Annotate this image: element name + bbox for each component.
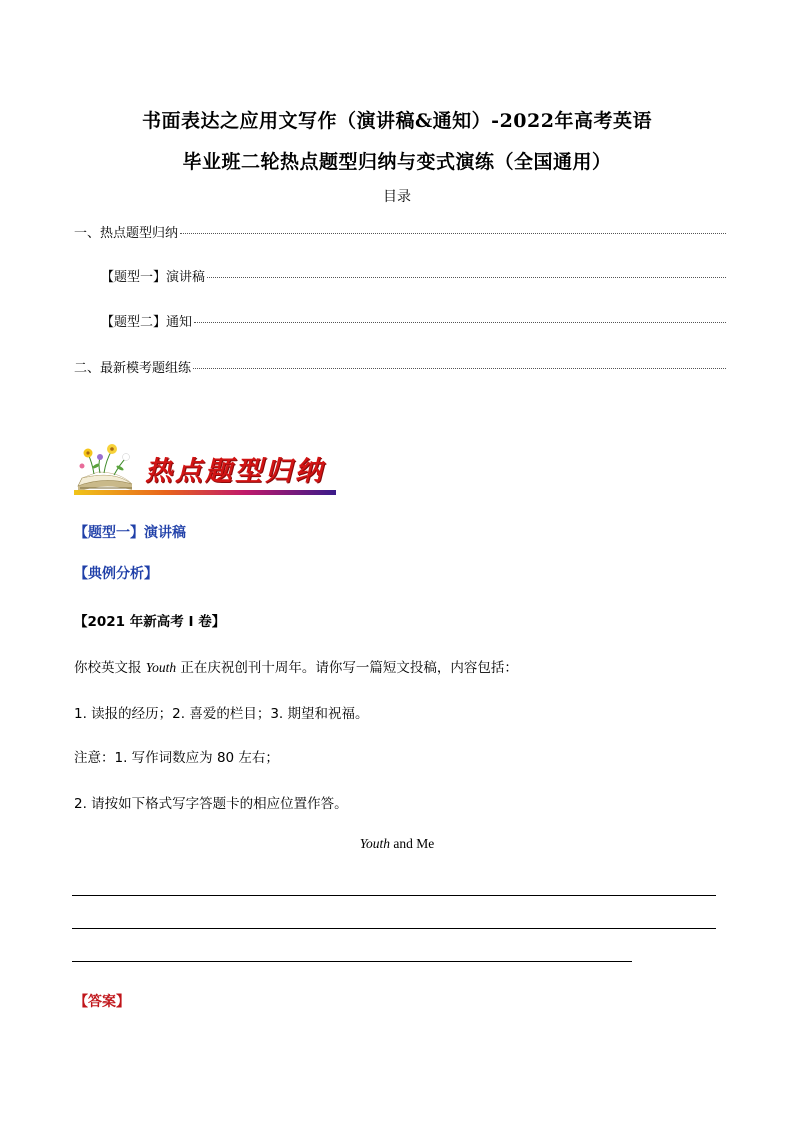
section-analysis-heading: 【典例分析】 <box>74 566 158 582</box>
prompt-line2: 1. 读报的经历；2. 喜爱的栏目；3. 期望和祝福。 <box>74 706 369 722</box>
essay-title <box>0 836 794 852</box>
toc-item-type1[interactable] <box>101 266 726 285</box>
toc-item-hot-topics[interactable] <box>74 222 726 241</box>
prompt-line1 <box>74 656 518 676</box>
toc-leader-dots <box>207 276 726 278</box>
toc-leader-dots <box>193 367 726 369</box>
answer-line <box>72 895 716 896</box>
toc-item-type2[interactable] <box>101 311 726 330</box>
toc-leader-dots <box>180 232 726 234</box>
banner-gradient-bar <box>74 490 336 495</box>
toc-item-label: 一、热点题型归纳 <box>74 226 179 241</box>
prompt-line1-end: 正在庆祝创刊十周年。请你写一篇短文投稿，内容包括： <box>176 660 518 676</box>
document-title-line2: 毕业班二轮热点题型归纳与变式演练（全国通用） <box>182 151 612 173</box>
answer-heading: 【答案】 <box>74 994 130 1010</box>
toc-item-label: 二、最新模考题组练 <box>74 361 192 376</box>
banner-title: 热点题型归纳 <box>145 456 325 487</box>
toc-item-label: 【题型一】演讲稿 <box>101 270 206 285</box>
document-title-line1: 书面表达之应用文写作（演讲稿&通知）-2022年高考英语 <box>142 110 652 132</box>
toc-leader-dots <box>194 321 726 323</box>
essay-title-rest: and Me <box>390 836 435 851</box>
prompt-line3: 注意：1. 写作词数应为 80 左右； <box>74 750 279 766</box>
essay-title-italic: Youth <box>359 836 391 851</box>
section-type1-heading: 【题型一】演讲稿 <box>74 525 186 541</box>
prompt-newspaper-name: Youth <box>145 660 177 675</box>
toc-item-mock-exams[interactable] <box>74 357 726 376</box>
toc-heading: 目录 <box>383 189 411 205</box>
answer-line <box>72 961 632 962</box>
prompt-line4: 2. 请按如下格式写字答题卡的相应位置作答。 <box>74 796 348 812</box>
answer-line <box>72 928 716 929</box>
exam-source: 【2021 年新高考 I 卷】 <box>74 614 226 630</box>
toc-item-label: 【题型二】通知 <box>101 315 193 330</box>
prompt-line1-start: 你校英文报 <box>74 660 146 676</box>
